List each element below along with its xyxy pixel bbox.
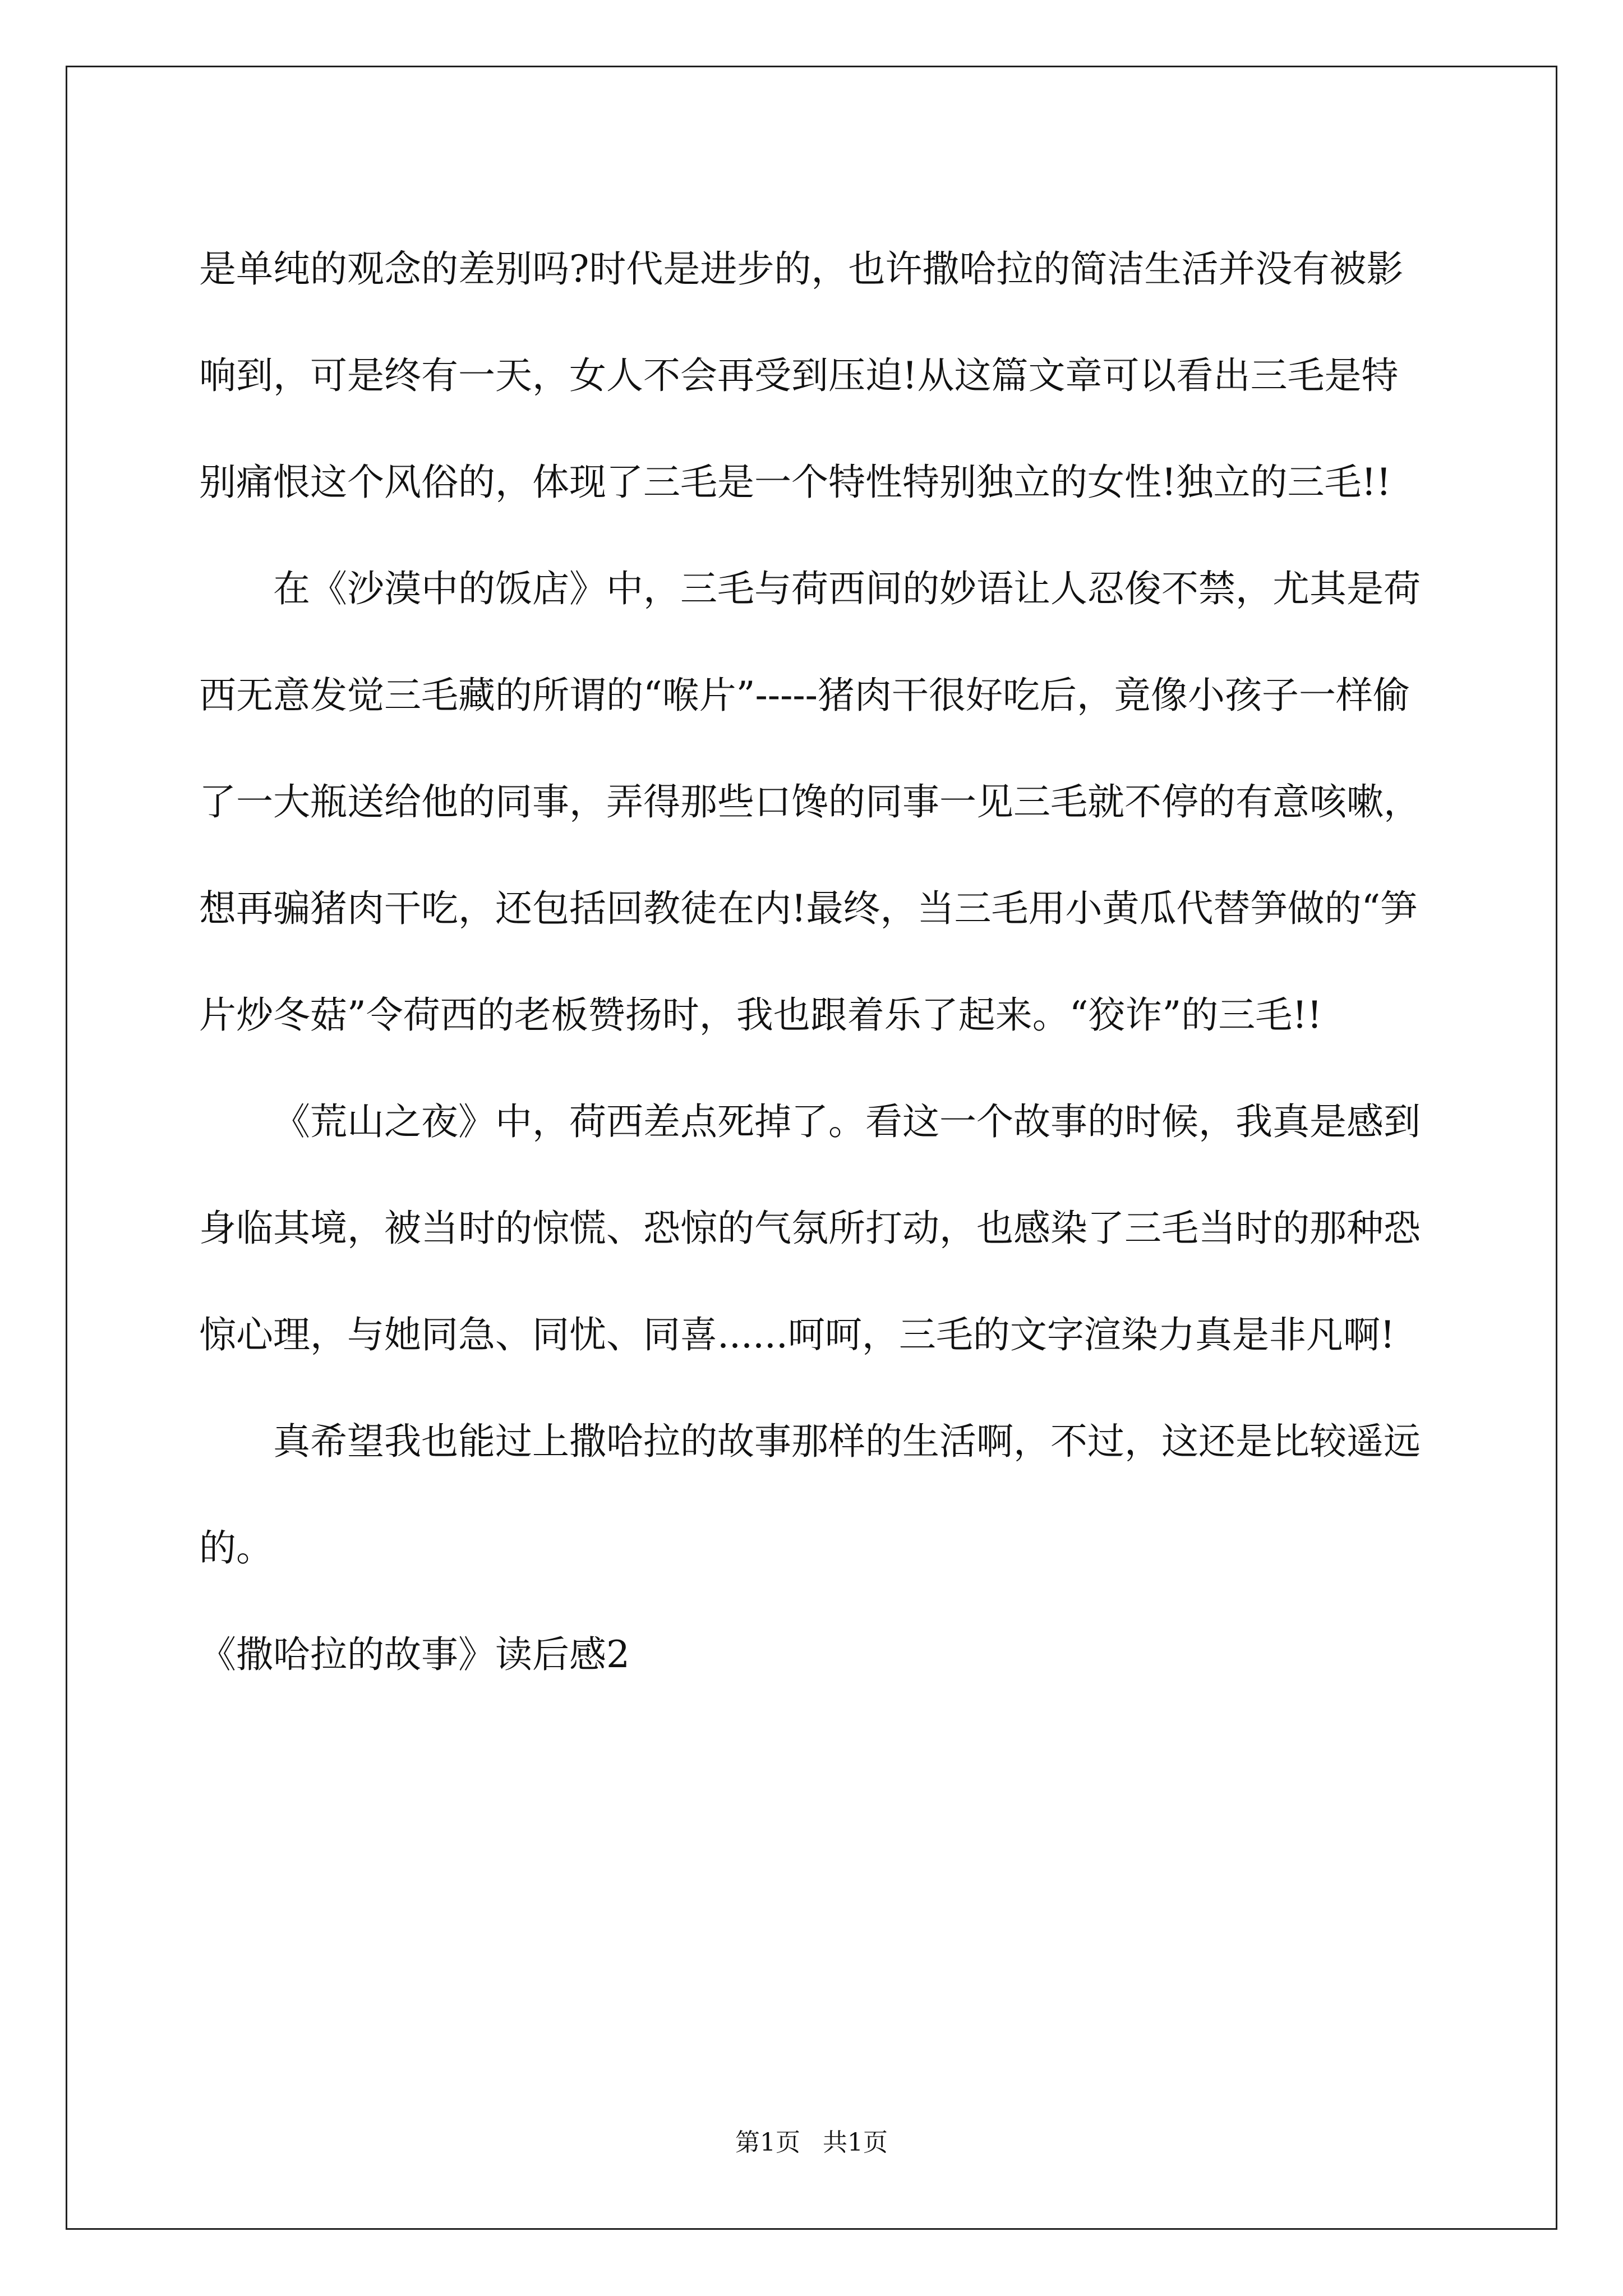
page-total: 共1页 <box>823 2128 888 2157</box>
page-number: 第1页 <box>735 2128 800 2157</box>
section-heading: 《撒哈拉的故事》读后感2 <box>199 1633 630 1676</box>
paragraph-3: 《荒山之夜》中，荷西差点死掉了。看这一个故事的时候，我真是感到身临其境，被当时的惊慌、恐惊的气氛所打动，也感染了三毛当时的那种恐惊心理，与她同急、同忧、同喜......呵呵，三毛的文字渲染力真是非凡啊! <box>199 1100 1421 1356</box>
paragraph-4: 真希望我也能过上撒哈拉的故事那样的生活啊，不过，这还是比较遥远的。 <box>199 1420 1421 1570</box>
page-footer <box>0 2126 1623 2160</box>
paragraph-1: 是单纯的观念的差别吗?时代是进步的，也许撒哈拉的简洁生活并没有被影响到，可是终有一天，女人不会再受到压迫!从这篇文章可以看出三毛是特别痛恨这个风俗的，体现了三毛是一个特性特别独立的女性!独立的三毛!! <box>199 247 1404 504</box>
document-body <box>199 216 1433 1708</box>
paragraph-2: 在《沙漠中的饭店》中，三毛与荷西间的妙语让人忍俊不禁，尤其是荷西无意发觉三毛藏的所谓的“喉片”-----猪肉干很好吃后，竟像小孩子一样偷了一大瓶送给他的同事，弄得那些口馋的同事一见三毛就不停的有意咳嗽，想再骗猪肉干吃，还包括回教徒在内!最终，当三毛用小黄瓜代替笋做的“笋片炒冬菇”令荷西的老板赞扬时，我也跟着乐了起来。“狡诈”的三毛!! <box>199 567 1421 1037</box>
